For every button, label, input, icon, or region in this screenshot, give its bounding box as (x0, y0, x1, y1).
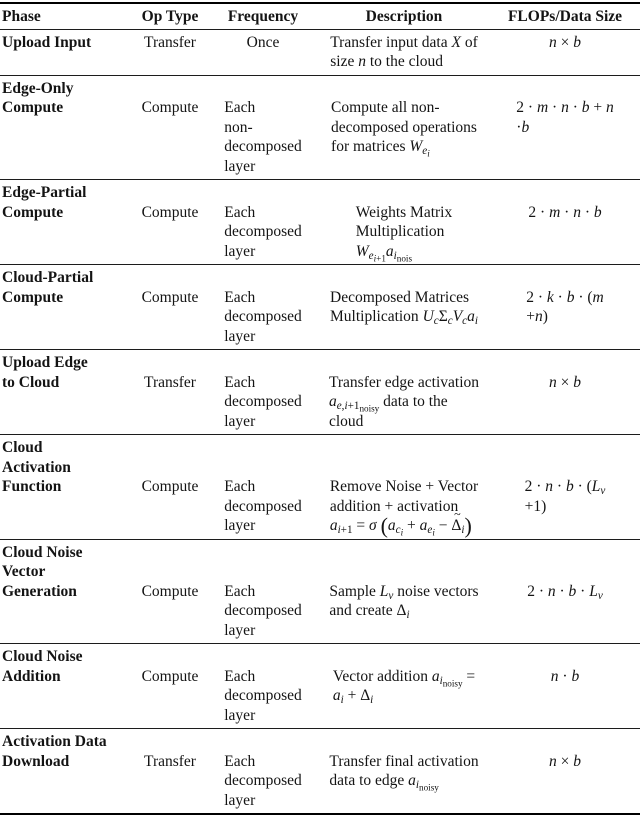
frequency-value: Each decomposed layer (224, 582, 302, 639)
op-type-cell (132, 183, 208, 222)
frequency-value: Each decomposed layer (224, 478, 302, 534)
description-cell (318, 438, 490, 539)
description-cell (318, 543, 490, 621)
frequency-cell (208, 268, 318, 346)
description-cell (318, 79, 490, 157)
flops-value: n × b (549, 33, 581, 51)
frequency-value: Each decomposed layer (224, 373, 302, 430)
op-type-cell (132, 268, 208, 307)
description-cell (318, 33, 490, 72)
frequency-cell (208, 353, 318, 431)
phase-cell: Cloud Noise Vector Generation (2, 543, 83, 600)
op-type-cell (132, 79, 208, 118)
flops-cell (490, 732, 640, 771)
column-header-flops: FLOPs/Data Size (507, 8, 623, 25)
phase-cell: Cloud Noise Addition (2, 648, 83, 685)
flops-value: 2 · m · n · b (528, 203, 602, 221)
column-header-description: Description (365, 8, 443, 25)
flops-cell (490, 647, 640, 686)
flops-value: n × b (549, 373, 581, 391)
description-value: Transfer edge activation $a_{e,i+1_{noisy}}$ data to the cloud (328, 373, 480, 430)
flops-cell (490, 33, 640, 53)
frequency-value: Each decomposed layer (224, 203, 302, 260)
frequency-cell (208, 543, 318, 641)
description-value: Transfer final activation data to edge $a_{i_{noisy}}$ (329, 752, 479, 793)
column-header-phase: Phase (2, 8, 41, 25)
table-row (0, 180, 640, 265)
phase-cell: Cloud-Partial Compute (2, 269, 94, 306)
table-row (0, 435, 640, 540)
op-type-value: Compute (141, 667, 199, 685)
op-type-value: Compute (141, 582, 199, 600)
table-row (0, 540, 640, 645)
frequency-cell (208, 732, 318, 810)
flops-cell (490, 183, 640, 222)
op-type-cell (132, 543, 208, 602)
op-type-value: Compute (141, 288, 199, 306)
flops-cell (490, 79, 640, 138)
phase-cell: Edge-Only Compute (2, 79, 74, 116)
frequency-value: Each non- decomposed layer (224, 99, 302, 175)
description-value: Remove Noise + Vector addition + activation $a_{i+1} = \sigma$ ($a_{c_i} + a_{e_i}$ − ~ $\Delta_i$) (330, 477, 478, 536)
description-value: Transfer input data X of size n to the cloud (330, 33, 478, 70)
description-value: Decomposed Matrices Multiplication $U_c\Sigma_cV_ca_i$ (330, 288, 478, 328)
frequency-cell (208, 647, 318, 725)
flops-value: 2 · m · n · b + n ·b (516, 99, 614, 136)
table-row (0, 30, 640, 76)
op-type-cell (132, 647, 208, 686)
phase-cell: Activation Data Download (2, 733, 107, 770)
table-row (0, 76, 640, 181)
frequency-value: Once (246, 33, 280, 51)
description-value: Vector addition $a_{i_{noisy}}$ = $a_i + \Delta_i$ (332, 667, 476, 707)
description-value: Sample $L_v$ noise vectors and create $\Delta_i$ (329, 582, 479, 622)
op-type-cell (132, 438, 208, 497)
op-type-value: Compute (141, 99, 199, 116)
description-cell (318, 732, 490, 791)
op-type-cell (132, 732, 208, 771)
flops-cell (490, 268, 640, 327)
flops-value: n × b (549, 752, 581, 770)
frequency-value: Each decomposed layer (224, 667, 302, 724)
phase-cell: Edge-Partial Compute (2, 184, 87, 221)
description-cell (318, 353, 490, 431)
op-type-value: Transfer (144, 33, 196, 51)
phases-table (0, 2, 640, 815)
description-cell (318, 268, 490, 327)
op-type-value: Transfer (144, 752, 196, 770)
table-row (0, 265, 640, 350)
phase-cell: Upload Edge to Cloud (2, 354, 88, 391)
flops-cell (490, 438, 640, 516)
phase-cell: Upload Input (2, 33, 92, 51)
op-type-value: Transfer (144, 373, 196, 391)
op-type-cell (132, 353, 208, 392)
frequency-cell (208, 438, 318, 536)
op-type-value: Compute (141, 478, 199, 495)
paper-page (0, 2, 640, 815)
frequency-value: Each decomposed layer (224, 288, 302, 345)
flops-value: n · b (550, 667, 580, 685)
column-header-frequency: Frequency (227, 8, 299, 25)
op-type-cell (132, 33, 208, 53)
frequency-value: Each decomposed layer (224, 752, 302, 809)
frequency-cell (208, 79, 318, 177)
description-cell (318, 647, 490, 706)
flops-value: $2 \cdot n \cdot b \cdot L_v$ (527, 582, 603, 602)
description-value: Weights Matrix Multiplication $W_{e_{i+1}}a_{i_{nois}}$ (355, 203, 453, 263)
description-value: Compute all non- decomposed operations for matrices $W_{e_i}$ (331, 99, 477, 159)
flops-value: $2 \cdot n \cdot b \cdot (L_v$ +1) (524, 478, 606, 515)
table-row (0, 729, 640, 813)
frequency-cell (208, 33, 318, 53)
flops-value: 2 · k · b · (m +n) (526, 288, 604, 325)
phase-cell: Cloud Activation Function (2, 439, 71, 495)
column-header-op-type: Op Type (141, 8, 199, 25)
table-header (0, 4, 640, 30)
flops-cell (490, 353, 640, 392)
description-cell (318, 183, 490, 261)
flops-cell (490, 543, 640, 602)
table-row (0, 644, 640, 729)
frequency-cell (208, 183, 318, 261)
op-type-value: Compute (141, 203, 199, 221)
table-row (0, 350, 640, 435)
